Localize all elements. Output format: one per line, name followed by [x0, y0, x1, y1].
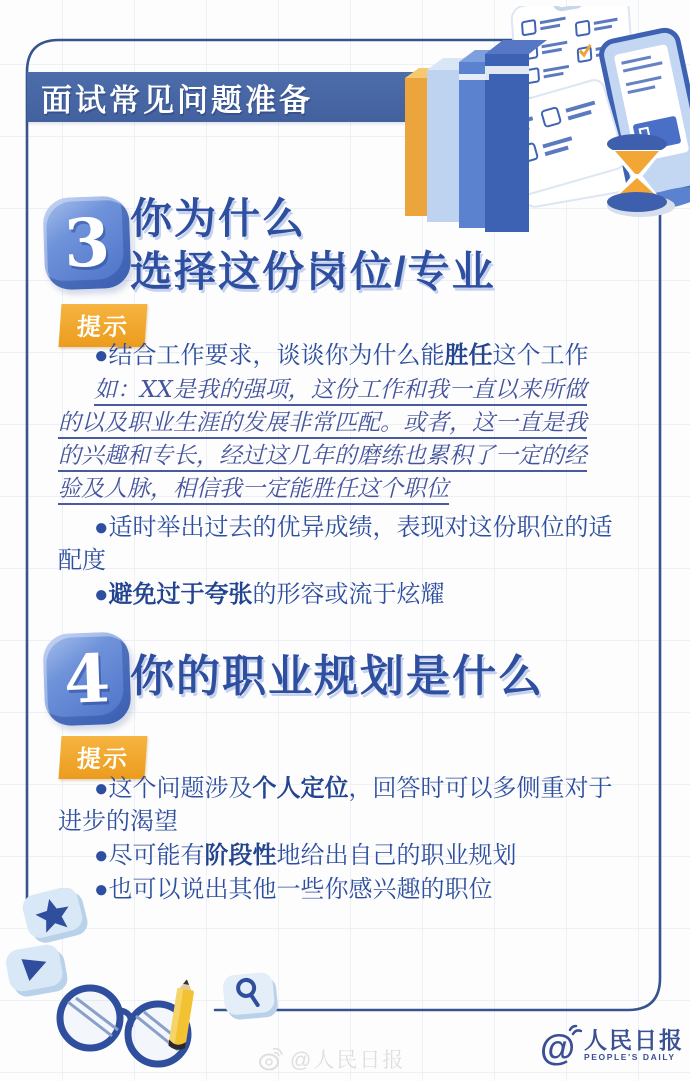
tip-bullet: ●也可以说出其他一些你感兴趣的职位 — [94, 876, 493, 903]
peoples-daily-logo — [540, 1024, 684, 1068]
quote-line: 的兴趣和专长，经过这几年的磨练也累积了一定的经 — [58, 443, 587, 472]
section-4-tips — [58, 772, 623, 907]
watermark-text: @人民日报 — [290, 1049, 406, 1072]
quote-line: 验及人脉，相信我一定能胜任这个职位 — [58, 476, 449, 505]
quote-line: 如：XX是我的强项，这份工作和我一直以来所做 — [94, 377, 587, 406]
tip-bullet: ●这个问题涉及个人定位，回答时可以多侧重对于进步的渴望 — [58, 775, 613, 835]
star-icon — [20, 888, 90, 947]
section-number-4: 4 — [42, 632, 131, 727]
tip-bullet: ●尽可能有阶段性地给出自己的职业规划 — [94, 842, 517, 869]
at-sign-icon — [540, 1024, 582, 1068]
section-4-title — [130, 650, 544, 703]
section-3-title-line1: 你为什么 — [130, 195, 307, 242]
section-4-title-line1: 你的职业规划是什么 — [130, 652, 544, 701]
tip-bullet: ●结合工作要求，谈谈你为什么能胜任这个工作 — [94, 342, 589, 369]
logo-en-text: PEOPLE'S DAILY — [584, 1052, 676, 1062]
section-3-title-line2: 选择这份岗位/专业 — [130, 248, 496, 295]
weibo-eye-icon — [258, 1046, 284, 1072]
section-3-title — [130, 192, 496, 298]
tip-bullet: ●避免过于夸张的形容或流于炫耀 — [94, 581, 445, 608]
magnifier-icon — [222, 971, 279, 1020]
weibo-watermark — [258, 1044, 405, 1074]
logo-cn-text: 人民日报 — [584, 1027, 684, 1053]
section-3-tips — [58, 339, 623, 612]
tip-badge: 提示 — [58, 304, 147, 347]
example-quote — [58, 375, 623, 507]
bottom-decorations — [0, 888, 300, 1081]
tip-badge: 提示 — [58, 736, 147, 779]
triangle-icon — [4, 942, 69, 999]
glasses-icon — [60, 988, 188, 1064]
svg-text:@: @ — [540, 1027, 576, 1068]
quote-line: 的以及职业生涯的发展非常匹配。或者，这一直是我 — [58, 410, 587, 439]
section-number-3: 3 — [42, 196, 131, 291]
tip-bullet: ●适时举出过去的优异成绩，表现对这份职位的适配度 — [58, 514, 613, 574]
page-title: 面试常见问题准备 — [41, 82, 313, 118]
